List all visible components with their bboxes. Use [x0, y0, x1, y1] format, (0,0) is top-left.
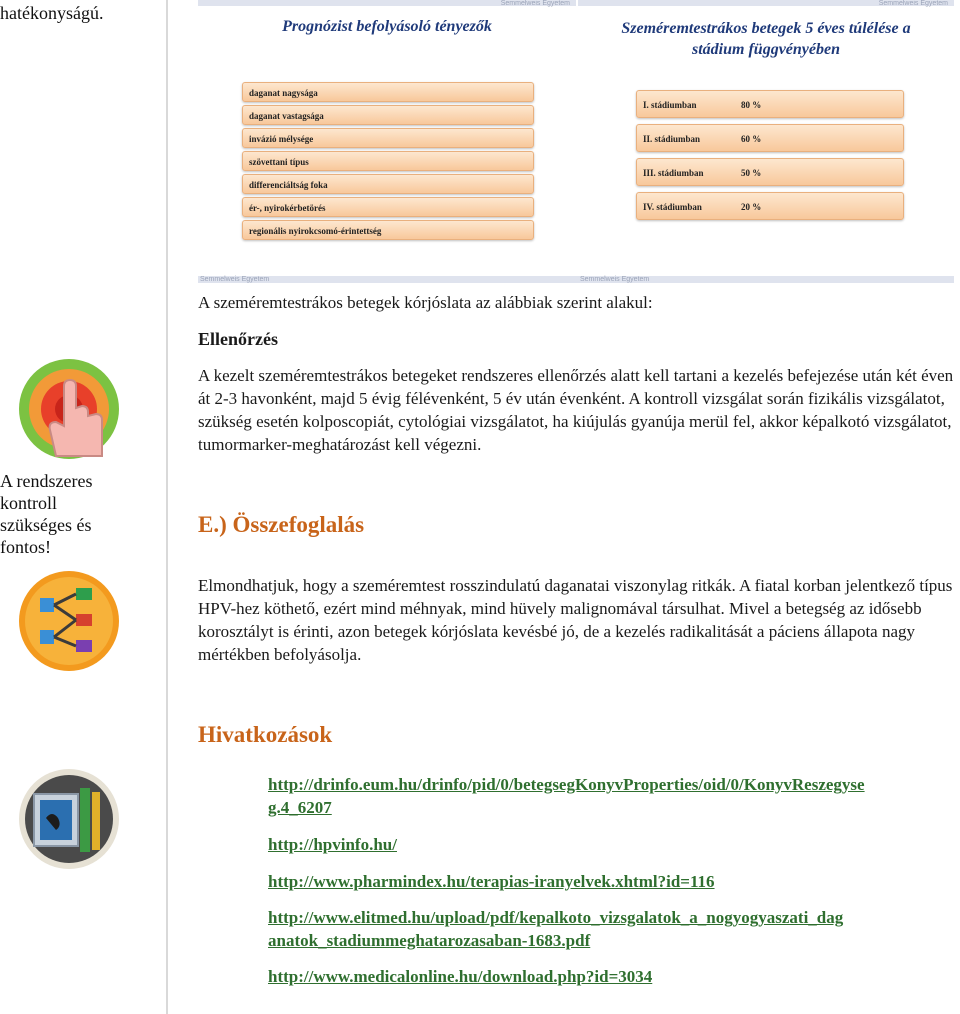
reference-link[interactable]: http://drinfo.eum.hu/drinfo/pid/0/betegsegKonyvProperties/oid/0/KonyvReszegyseg.4_6207: [268, 775, 865, 817]
control-heading: Ellenőrzés: [198, 329, 278, 349]
summary-diagram-icon: [16, 568, 122, 674]
factor-box: regionális nyirokcsomó-érintettség: [242, 220, 534, 240]
reminder-line: kontroll: [0, 493, 57, 513]
stage-name: I. stádiumban: [643, 100, 697, 110]
reminder-line: A rendszeres: [0, 471, 93, 491]
sidebar-divider: [166, 0, 168, 1014]
references-book-icon: [16, 766, 122, 872]
stage-percent: 50 %: [741, 168, 762, 178]
factor-box: daganat vastagsága: [242, 105, 534, 125]
stage-percent: 60 %: [741, 134, 762, 144]
control-paragraph: A kezelt szeméremtestrákos betegeket rendszeres ellenőrzés alatt kell tartani a kezelés befejezése után két éven át 2-3 havonként, majd 5 évig félévenként, 5 év után évenként. A kontroll vizsgálat során fizikális vizsgálatot, szükség esetén kolposcopiát, cytológiai vizsgálatot, ha kiújulás gyanúja merül fel, akkor képalkotó vizsgálatot, tumormarker-meghatározást kell végezni.: [198, 366, 954, 454]
slide-footer-brand: Semmelweis Egyetem: [200, 276, 270, 283]
stage-percent: 20 %: [741, 202, 762, 212]
stage-percent: 80 %: [741, 100, 762, 110]
stage-box: [636, 192, 904, 220]
factor-box: szövettani típus: [242, 151, 534, 171]
reminder-line: szükséges és: [0, 515, 92, 535]
slide-brand: Semmelweis Egyetem: [878, 0, 948, 7]
stage-box: [636, 158, 904, 186]
slide-brand: Semmelweis Egyetem: [500, 0, 570, 7]
reference-link[interactable]: http://www.pharmindex.hu/terapias-iranyelvek.xhtml?id=116: [268, 872, 715, 891]
stage-name: IV. stádiumban: [643, 202, 702, 212]
reference-link[interactable]: http://www.elitmed.hu/upload/pdf/kepalkoto_vizsgalatok_a_nogyogyaszati_daganatok_stadiummeghatarozasaban-1683.pdf: [268, 908, 844, 950]
reference-link[interactable]: http://hpvinfo.hu/: [268, 835, 397, 854]
slide-title-line: stádium függvényében: [692, 41, 840, 58]
factor-box: daganat nagysága: [242, 82, 534, 102]
slide-title-line: Szeméremtestrákos betegek 5 éves túlélése a: [621, 20, 911, 37]
factor-box: ér-, nyirokérbetörés: [242, 197, 534, 217]
sidebar-reminder-text: [0, 470, 92, 558]
slide-title: Prognózist befolyásoló tényezők: [282, 18, 492, 35]
stage-box: [636, 124, 904, 152]
reminder-hand-icon: [16, 356, 122, 462]
summary-heading: E.) Összefoglalás: [198, 512, 365, 537]
summary-paragraph: Elmondhatjuk, hogy a szeméremtest rosszindulatú daganatai viszonylag ritkák. A fiatal korban jelentkező típus HPV-hez köthető, ezért mind méhnyak, mind hüvely malignomával társulhat. Mivel a betegség az idősebb korosztályt is érinti, azon betegek kórjóslata kevésbé jó, de a kezelés radikalitását a páciens állapota nagy mértékben befolyásolja.: [198, 576, 953, 664]
stage-name: III. stádiumban: [643, 168, 704, 178]
references-heading: Hivatkozások: [198, 722, 333, 747]
factor-box: differenciáltság foka: [242, 174, 534, 194]
stage-box: [636, 90, 904, 118]
factor-box: invázió mélysége: [242, 128, 534, 148]
intro-text: A szeméremtestrákos betegek kórjóslata az alábbiak szerint alakul:: [198, 293, 653, 312]
reminder-line: fontos!: [0, 537, 51, 557]
sidebar-top-text: hatékonyságú.: [0, 3, 104, 23]
stage-name: II. stádiumban: [643, 134, 701, 144]
slide-footer-bar: [198, 276, 954, 283]
reference-link[interactable]: http://www.medicalonline.hu/download.php?id=3034: [268, 967, 653, 986]
slide-footer-brand: Semmelweis Egyetem: [580, 276, 650, 283]
